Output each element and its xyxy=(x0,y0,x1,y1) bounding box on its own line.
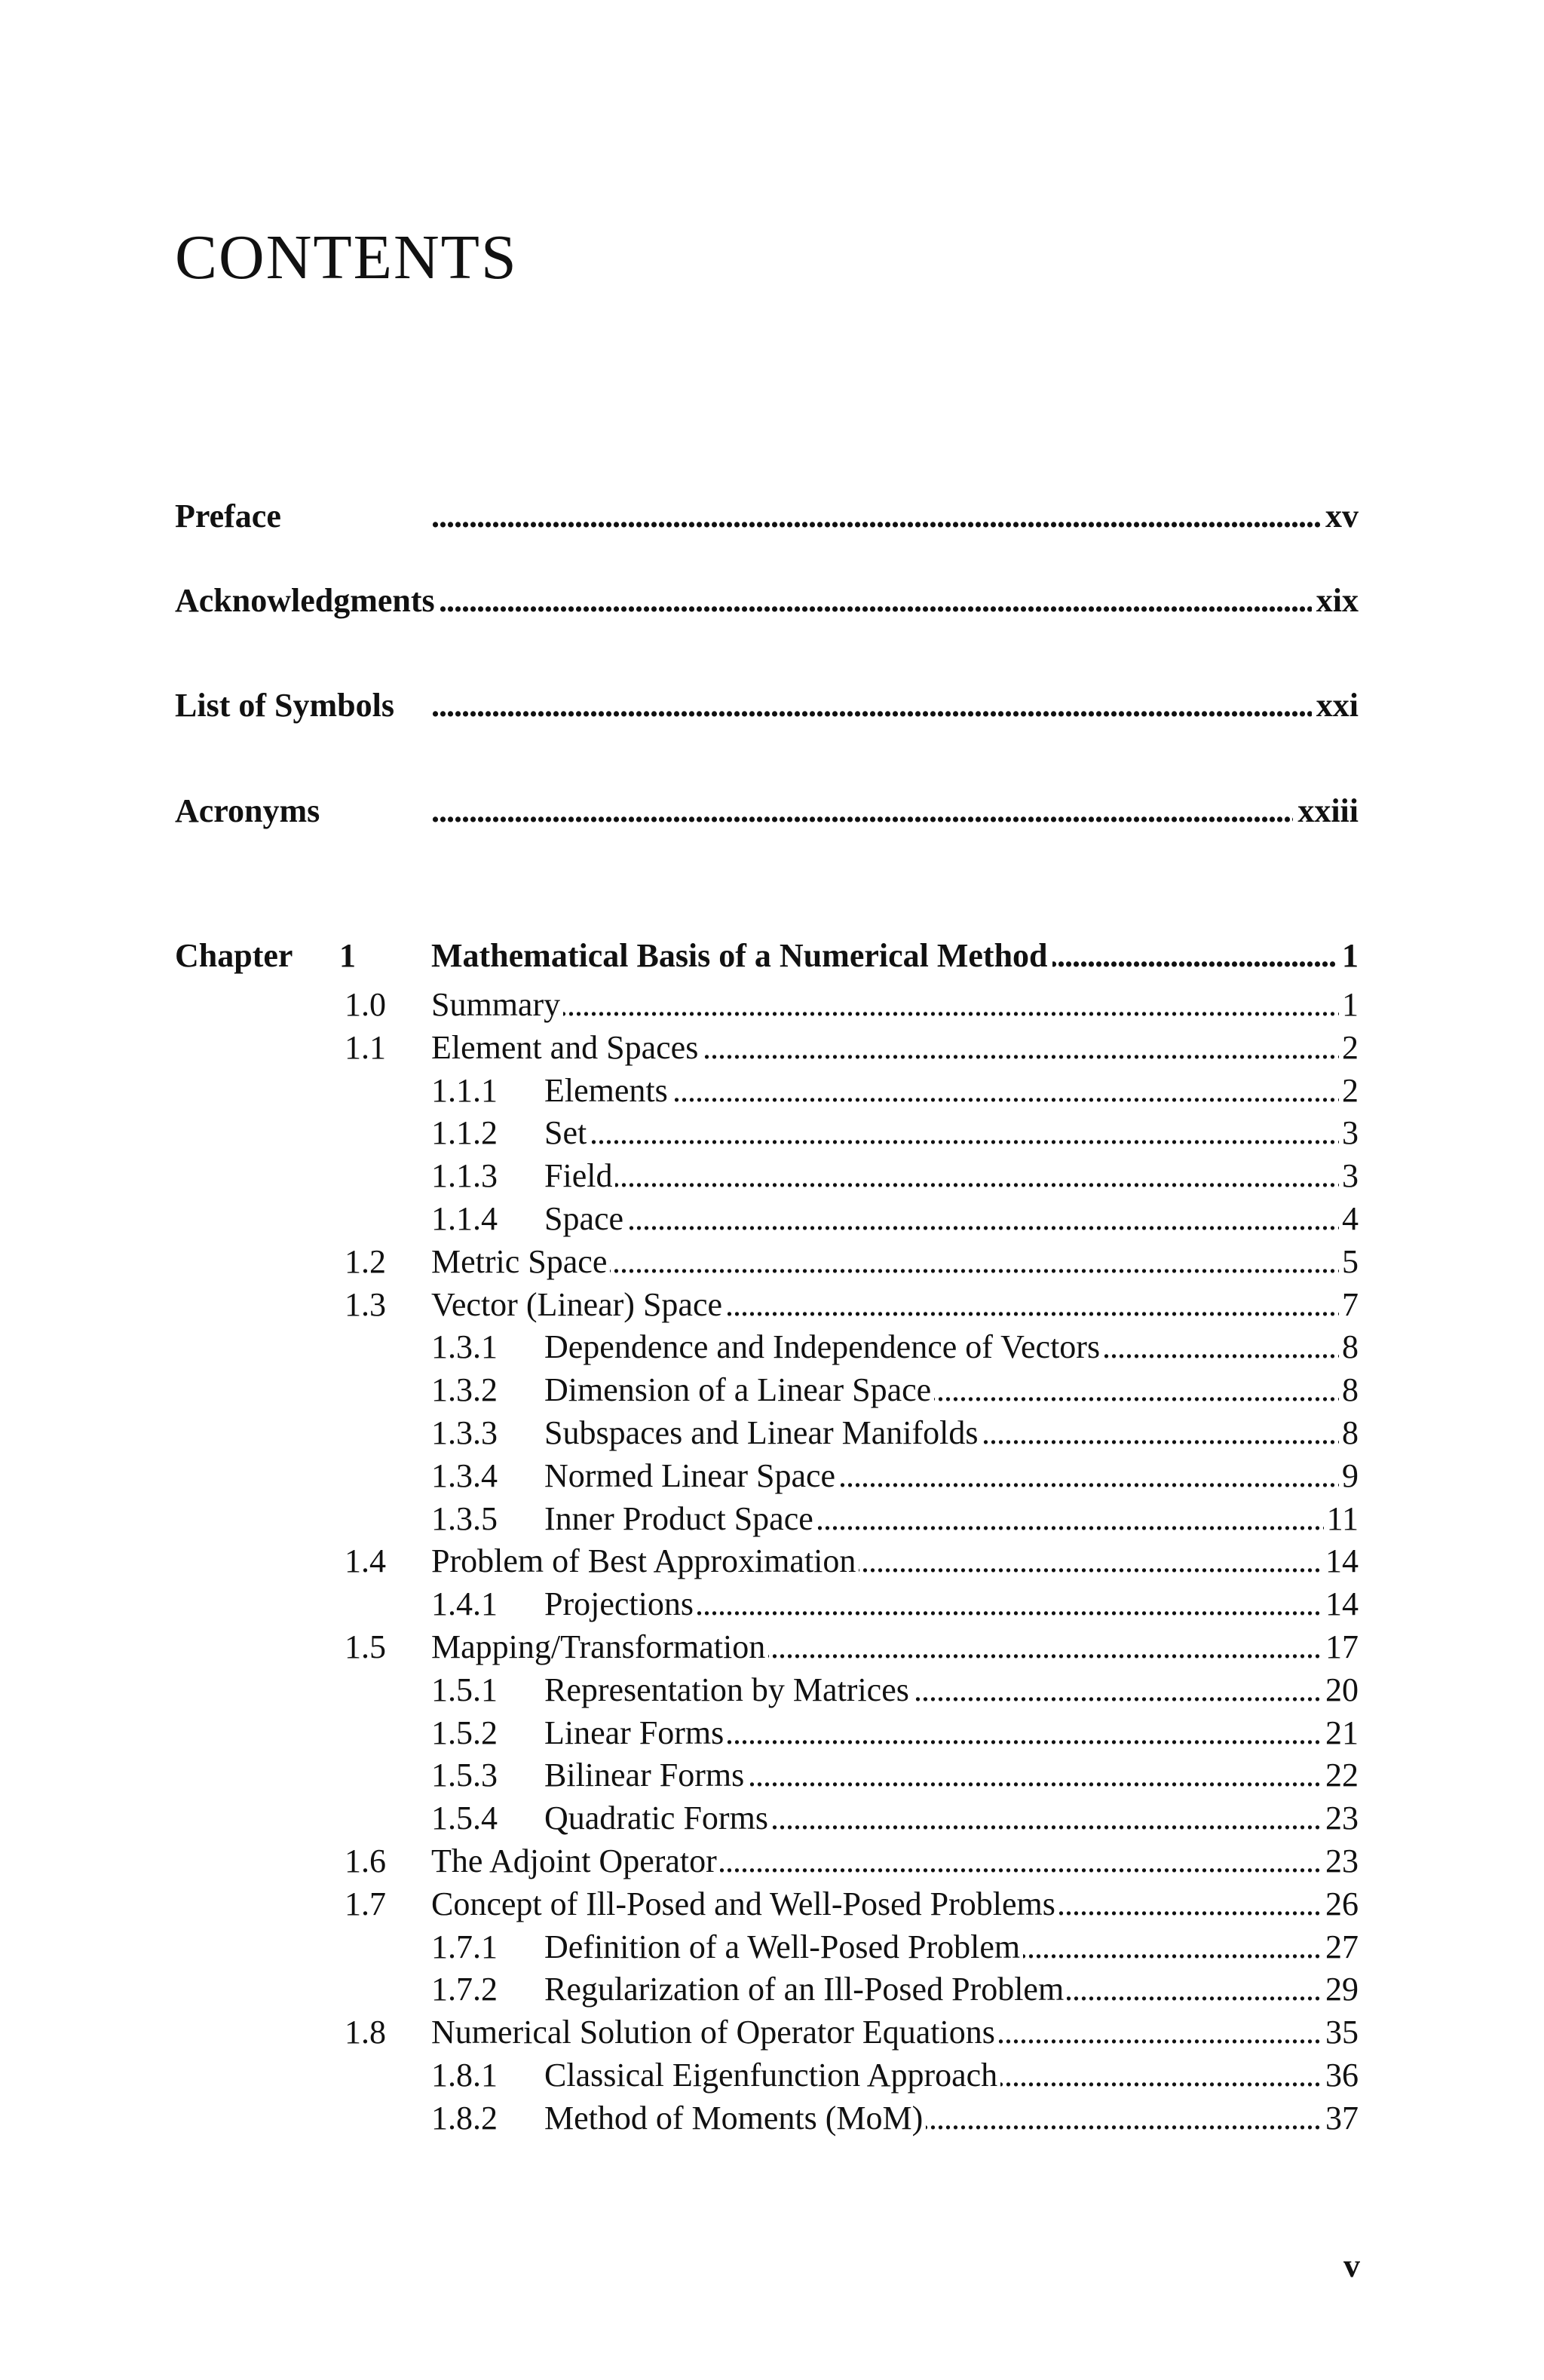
section-page: 26 xyxy=(1322,1883,1359,1926)
section-number: 1.8.2 xyxy=(431,2099,498,2136)
toc-entry-preface xyxy=(175,494,1359,539)
section-number: 1.1.1 xyxy=(431,1071,498,1109)
toc-subsection-row xyxy=(175,1968,1359,2011)
section-title: Dependence and Independence of Vectors xyxy=(544,1326,1103,1369)
toc-section-row xyxy=(175,1883,1359,1926)
section-title: Normed Linear Space xyxy=(544,1455,838,1498)
section-page: 3 xyxy=(1339,1112,1359,1155)
section-page: 22 xyxy=(1322,1754,1359,1797)
toc-subsection-row xyxy=(175,1583,1359,1626)
toc-subsection-row xyxy=(175,1712,1359,1755)
section-page: 3 xyxy=(1339,1155,1359,1198)
section-title: Representation by Matrices xyxy=(544,1669,912,1712)
toc-subsection-row xyxy=(175,1412,1359,1455)
section-page: 27 xyxy=(1322,1926,1359,1969)
toc-section-row xyxy=(175,1241,1359,1284)
section-page: 8 xyxy=(1339,1326,1359,1369)
section-page: 8 xyxy=(1339,1369,1359,1412)
section-title: Classical Eigenfunction Approach xyxy=(544,2054,1000,2097)
toc-subsection-row xyxy=(175,1112,1359,1155)
toc-subsection-row xyxy=(175,1797,1359,1840)
section-number: 1.6 xyxy=(345,1842,386,1879)
toc-entry-acknowledgments xyxy=(175,578,1359,623)
chapter-label: Chapter xyxy=(175,937,293,974)
section-page: 14 xyxy=(1322,1583,1359,1626)
section-title: Subspaces and Linear Manifolds xyxy=(544,1412,982,1455)
section-title: Mapping/Transformation xyxy=(431,1626,768,1669)
section-page: 1 xyxy=(1339,984,1359,1027)
section-title: Problem of Best Approximation xyxy=(431,1540,859,1583)
section-title: Summary xyxy=(431,984,563,1027)
section-title: Projections xyxy=(544,1583,697,1626)
section-page: 2 xyxy=(1339,1027,1359,1070)
dot-leader xyxy=(431,578,1359,623)
section-number: 1.8.1 xyxy=(431,2056,498,2094)
section-title: Metric Space xyxy=(431,1241,610,1284)
dot-leader xyxy=(544,1112,1359,1155)
toc-section-row xyxy=(175,1027,1359,1070)
dot-leader xyxy=(431,683,1359,728)
section-page: 2 xyxy=(1339,1070,1359,1113)
section-number: 1.2 xyxy=(345,1242,386,1280)
toc-subsection-row xyxy=(175,2097,1359,2140)
section-title: Field xyxy=(544,1155,615,1198)
toc-section-row xyxy=(175,1284,1359,1327)
section-page: 23 xyxy=(1322,1840,1359,1883)
section-page: 4 xyxy=(1339,1198,1359,1241)
toc-subsection-row xyxy=(175,2054,1359,2097)
toc-section-row xyxy=(175,984,1359,1027)
section-title: Linear Forms xyxy=(544,1712,727,1755)
section-title: Inner Product Space xyxy=(544,1498,816,1541)
section-title: Definition of a Well-Posed Problem xyxy=(544,1926,1023,1969)
section-number: 1.1 xyxy=(345,1028,386,1066)
chapter-title: Mathematical Basis of a Numerical Method xyxy=(431,933,1052,979)
section-title: Numerical Solution of Operator Equations xyxy=(431,2011,998,2054)
section-page: 5 xyxy=(1339,1241,1359,1284)
section-number: 1.1.3 xyxy=(431,1157,498,1195)
toc-subsection-row xyxy=(175,1326,1359,1369)
toc-entry-label: List of Symbols xyxy=(175,683,399,728)
section-page: 7 xyxy=(1339,1284,1359,1327)
section-page: 14 xyxy=(1322,1540,1359,1583)
section-number: 1.7 xyxy=(345,1885,386,1922)
section-page: 11 xyxy=(1324,1498,1359,1541)
toc-section-row xyxy=(175,1840,1359,1883)
section-title: The Adjoint Operator xyxy=(431,1840,720,1883)
section-number: 1.7.2 xyxy=(431,1971,498,2008)
section-page: 8 xyxy=(1339,1412,1359,1455)
section-number: 1.3.3 xyxy=(431,1414,498,1451)
section-page: 23 xyxy=(1322,1797,1359,1840)
toc-subsection-row xyxy=(175,1669,1359,1712)
section-number: 1.4.1 xyxy=(431,1585,498,1623)
section-page: 36 xyxy=(1322,2054,1359,2097)
dot-leader xyxy=(431,789,1359,834)
page-number: v xyxy=(1343,2247,1360,2284)
toc-entry-label: Acronyms xyxy=(175,789,324,834)
toc-section-row xyxy=(175,2011,1359,2054)
section-title: Dimension of a Linear Space xyxy=(544,1369,934,1412)
toc-entry-page: xix xyxy=(1312,578,1359,623)
toc-entry-label: Preface xyxy=(175,494,286,539)
dot-leader xyxy=(544,1198,1359,1241)
page-title: CONTENTS xyxy=(175,222,518,293)
section-number: 1.5.4 xyxy=(431,1800,498,1837)
chapter-heading xyxy=(175,933,1359,979)
section-number: 1.3.1 xyxy=(431,1328,498,1366)
section-number: 1.4 xyxy=(345,1542,386,1580)
section-number: 1.8 xyxy=(345,2014,386,2051)
section-page: 9 xyxy=(1339,1455,1359,1498)
section-title: Space xyxy=(544,1198,626,1241)
section-title: Bilinear Forms xyxy=(544,1754,747,1797)
section-number: 1.3.2 xyxy=(431,1371,498,1409)
section-title: Vector (Linear) Space xyxy=(431,1284,725,1327)
section-number: 1.5.1 xyxy=(431,1671,498,1708)
section-number: 1.3.5 xyxy=(431,1499,498,1537)
section-number: 1.3 xyxy=(345,1285,386,1323)
section-number: 1.5 xyxy=(345,1628,386,1665)
dot-leader xyxy=(544,1155,1359,1198)
section-number: 1.5.2 xyxy=(431,1714,498,1751)
toc-entry-page: xxi xyxy=(1312,683,1359,728)
section-title: Set xyxy=(544,1112,590,1155)
section-page: 29 xyxy=(1322,1968,1359,2011)
dot-leader xyxy=(431,984,1359,1027)
section-page: 37 xyxy=(1322,2097,1359,2140)
section-number: 1.7.1 xyxy=(431,1928,498,1965)
toc-subsection-row xyxy=(175,1926,1359,1969)
section-page: 21 xyxy=(1322,1712,1359,1755)
toc-section-list xyxy=(175,984,1359,2140)
section-number: 1.5.3 xyxy=(431,1757,498,1794)
section-title: Method of Moments (MoM) xyxy=(544,2097,926,2140)
toc-section-row xyxy=(175,1626,1359,1669)
section-number: 1.1.2 xyxy=(431,1114,498,1152)
chapter-number: 1 xyxy=(339,937,356,974)
toc-subsection-row xyxy=(175,1369,1359,1412)
toc-subsection-row xyxy=(175,1754,1359,1797)
section-title: Element and Spaces xyxy=(431,1027,701,1070)
toc-subsection-row xyxy=(175,1498,1359,1541)
toc-subsection-row xyxy=(175,1070,1359,1113)
section-page: 17 xyxy=(1322,1626,1359,1669)
toc-entry-label: Acknowledgments xyxy=(175,578,440,623)
section-title: Concept of Ill-Posed and Well-Posed Problems xyxy=(431,1883,1058,1926)
toc-entry-page: xxiii xyxy=(1293,789,1359,834)
toc-subsection-row xyxy=(175,1198,1359,1241)
section-number: 1.0 xyxy=(345,986,386,1023)
toc-subsection-row xyxy=(175,1155,1359,1198)
toc-section-row xyxy=(175,1540,1359,1583)
chapter-page: 1 xyxy=(1337,933,1359,979)
toc-entry-acronyms xyxy=(175,789,1359,834)
section-title: Elements xyxy=(544,1070,671,1113)
section-number: 1.3.4 xyxy=(431,1456,498,1494)
section-title: Regularization of an Ill-Posed Problem xyxy=(544,1968,1067,2011)
toc-subsection-row xyxy=(175,1455,1359,1498)
section-page: 20 xyxy=(1322,1669,1359,1712)
section-number: 1.1.4 xyxy=(431,1199,498,1237)
dot-leader xyxy=(431,494,1359,539)
section-page: 35 xyxy=(1322,2011,1359,2054)
toc-entry-list-of-symbols xyxy=(175,683,1359,728)
section-title: Quadratic Forms xyxy=(544,1797,771,1840)
toc-entry-page: xv xyxy=(1321,494,1359,539)
